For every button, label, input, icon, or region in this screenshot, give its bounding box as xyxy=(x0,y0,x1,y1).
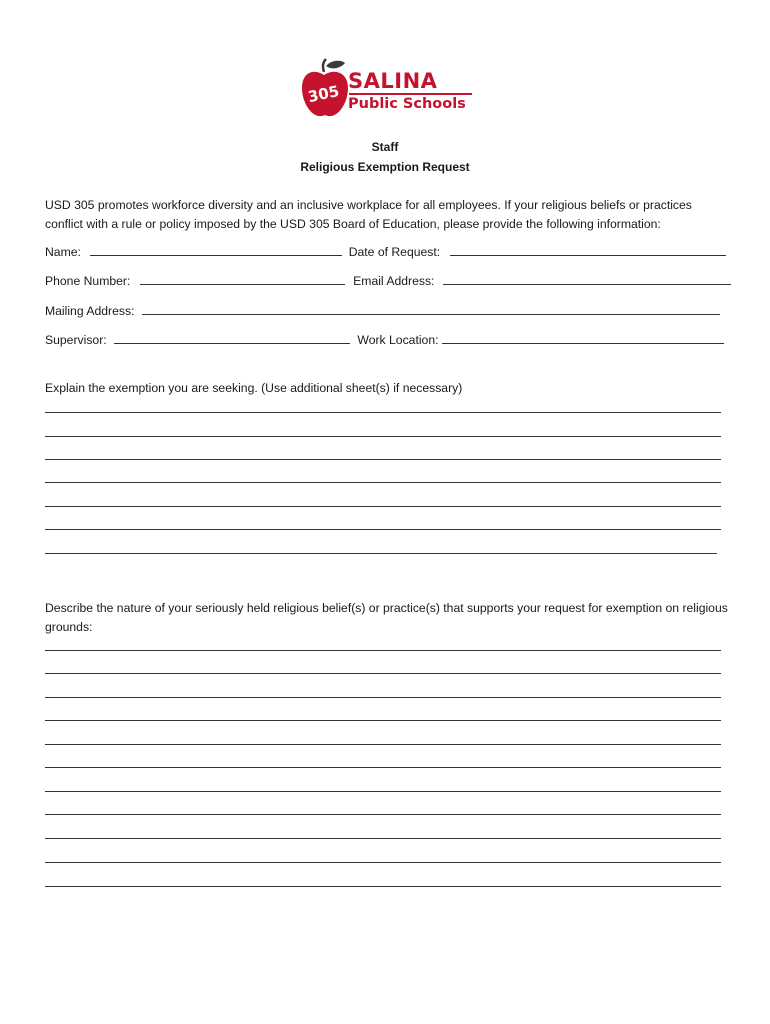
answer-line[interactable] xyxy=(45,459,721,460)
heading-line1: Staff xyxy=(371,140,399,154)
answer-line[interactable] xyxy=(45,412,721,413)
apple-icon xyxy=(300,58,350,120)
supervisor-field[interactable] xyxy=(114,332,350,344)
date-label: Date of Request: xyxy=(348,245,441,259)
page-title: Religious Exemption Request xyxy=(300,160,470,174)
answer-line[interactable] xyxy=(45,767,721,768)
date-field[interactable] xyxy=(450,244,726,256)
logo-name: SALINA xyxy=(348,69,438,93)
answer-line[interactable] xyxy=(45,482,721,483)
answer-line[interactable] xyxy=(45,720,721,721)
salina-logo xyxy=(300,58,475,120)
answer-line[interactable] xyxy=(45,436,721,437)
name-label: Name: xyxy=(45,245,81,259)
answer-line[interactable] xyxy=(45,650,721,651)
logo-badge-text: 305 xyxy=(306,81,341,107)
answer-line[interactable] xyxy=(45,673,721,674)
answer-line[interactable] xyxy=(45,553,717,554)
exemption-prompt: Explain the exemption you are seeking. (Use additional sheet(s) if necessary) xyxy=(45,381,463,395)
phone-field[interactable] xyxy=(140,273,345,285)
answer-line[interactable] xyxy=(45,814,721,815)
answer-line[interactable] xyxy=(45,529,721,530)
name-date-row xyxy=(45,244,725,259)
answer-line[interactable] xyxy=(45,744,721,745)
email-label: Email Address: xyxy=(353,274,435,288)
work-location-field[interactable] xyxy=(442,332,724,344)
intro-paragraph: USD 305 promotes workforce diversity and an inclusive workplace for all employees. If your religious beliefs or practices conflict with a rule or policy imposed by the USD 305 Board of Education, please provide the following information: xyxy=(45,198,692,231)
phone-email-row xyxy=(45,273,725,288)
mailing-row xyxy=(45,303,725,318)
name-field[interactable] xyxy=(90,244,342,256)
logo-rule xyxy=(349,93,472,95)
email-field[interactable] xyxy=(443,273,731,285)
phone-label: Phone Number: xyxy=(45,274,131,288)
answer-line[interactable] xyxy=(45,886,721,887)
work-location-label: Work Location: xyxy=(357,333,439,347)
belief-prompt: Describe the nature of your seriously held religious belief(s) or practice(s) that supports your request for exemption on religious grounds: xyxy=(45,601,728,634)
answer-line[interactable] xyxy=(45,838,721,839)
logo-subtitle: Public Schools xyxy=(348,96,466,112)
answer-line[interactable] xyxy=(45,697,721,698)
answer-line[interactable] xyxy=(45,506,721,507)
answer-line[interactable] xyxy=(45,862,721,863)
answer-line[interactable] xyxy=(45,791,721,792)
supervisor-label: Supervisor: xyxy=(45,333,107,347)
mailing-field[interactable] xyxy=(142,303,720,315)
mailing-label: Mailing Address: xyxy=(45,304,135,318)
supervisor-location-row xyxy=(45,332,725,347)
